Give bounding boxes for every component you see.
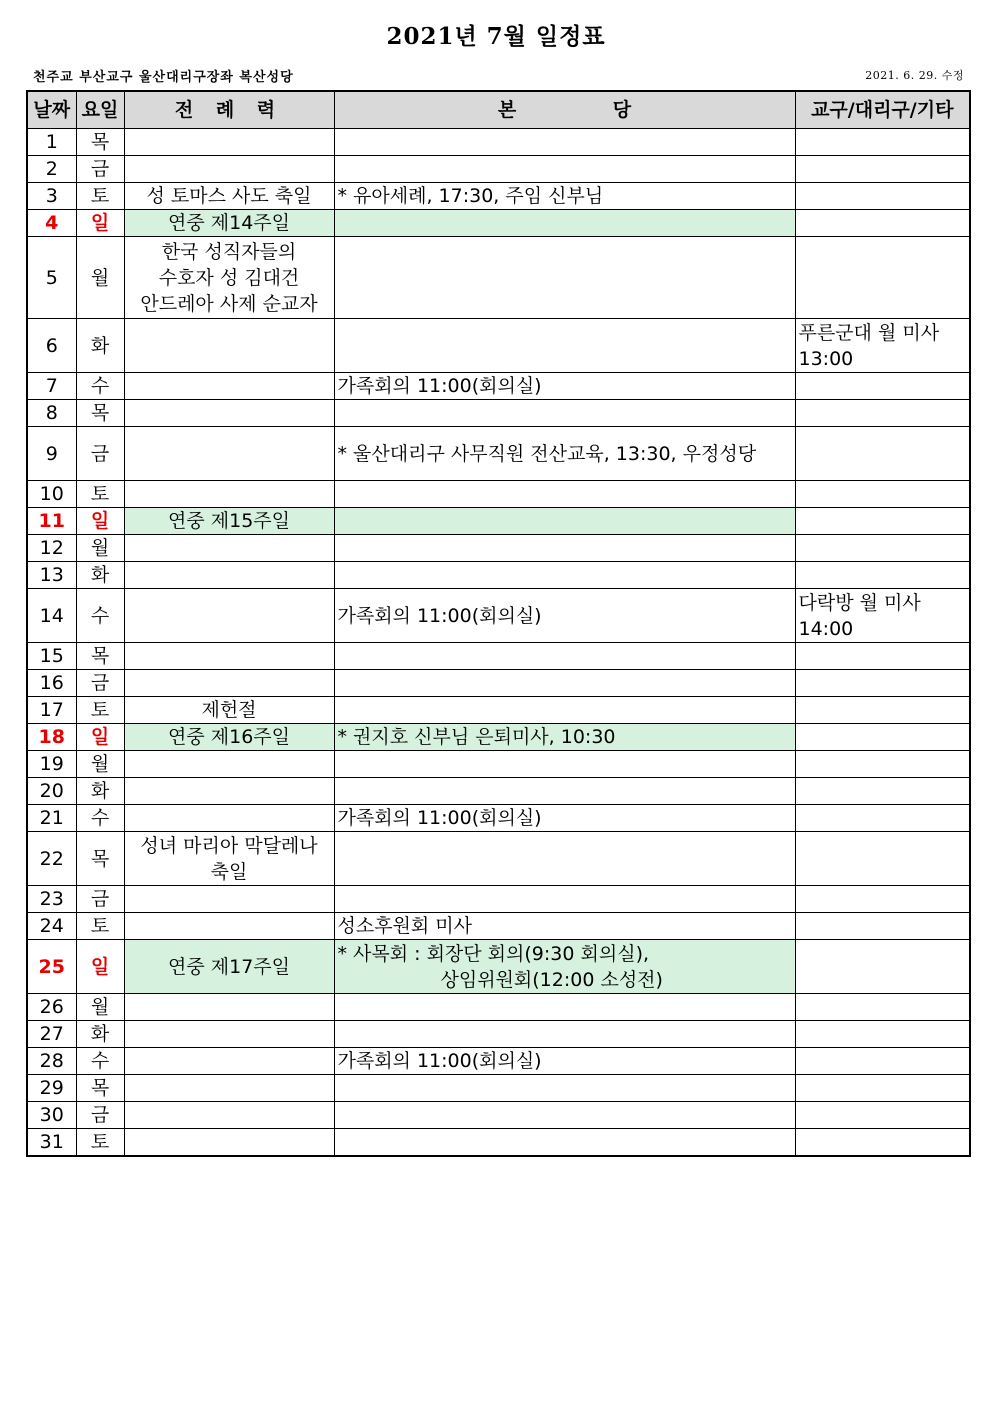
table-row [27, 400, 970, 427]
liturgy-cell-text: 연중 제17주일 [168, 955, 290, 978]
weekday-cell-text: 일 [90, 510, 110, 532]
other-cell [795, 508, 970, 535]
weekday-cell [76, 724, 124, 751]
liturgy-cell [124, 562, 334, 589]
day-cell [27, 751, 76, 778]
weekday-cell-text: 월 [90, 753, 110, 775]
day-cell-text: 21 [39, 807, 64, 829]
table-row [27, 1102, 970, 1129]
parish-name: 천주교 부산교구 울산대리구장좌 복산성당 [33, 70, 294, 85]
table-row [27, 805, 970, 832]
other-cell [795, 373, 970, 400]
day-cell [27, 1129, 76, 1157]
other-cell [795, 778, 970, 805]
weekday-cell-text: 화 [90, 334, 110, 357]
liturgy-cell [124, 751, 334, 778]
liturgy-cell [124, 400, 334, 427]
day-cell [27, 508, 76, 535]
weekday-cell [76, 643, 124, 670]
parish-cell-text: 가족회의 11:00(회의실) [337, 375, 542, 397]
other-cell [795, 805, 970, 832]
other-cell [795, 1048, 970, 1075]
other-cell [795, 400, 970, 427]
parish-cell [334, 373, 795, 400]
other-cell [795, 210, 970, 237]
parish-cell [334, 1021, 795, 1048]
weekday-cell [76, 508, 124, 535]
other-cell [795, 832, 970, 886]
table-row [27, 237, 970, 319]
table-row [27, 427, 970, 481]
parish-cell [334, 319, 795, 373]
parish-cell-text: * 울산대리구 사무직원 전산교육, 13:30, 우정성당 [337, 442, 757, 465]
day-cell [27, 562, 76, 589]
day-cell-text: 23 [39, 888, 64, 910]
weekday-cell-text: 월 [90, 266, 110, 289]
weekday-cell-text: 목 [90, 402, 110, 424]
liturgy-cell [124, 994, 334, 1021]
parish-cell-text: 가족회의 11:00(회의실) [337, 807, 542, 829]
weekday-cell [76, 886, 124, 913]
header-row [27, 91, 970, 129]
parish-cell [334, 886, 795, 913]
weekday-cell [76, 481, 124, 508]
weekday-cell-text: 토 [90, 1131, 110, 1153]
weekday-cell [76, 129, 124, 156]
day-cell-text: 4 [45, 212, 59, 234]
table-row [27, 319, 970, 373]
day-cell [27, 1075, 76, 1102]
other-cell [795, 1102, 970, 1129]
weekday-cell [76, 589, 124, 643]
day-cell-text: 27 [39, 1023, 64, 1045]
table-row [27, 589, 970, 643]
day-cell [27, 670, 76, 697]
day-cell-text: 24 [39, 915, 64, 937]
day-cell-text: 31 [39, 1131, 64, 1153]
liturgy-cell-text: 연중 제16주일 [168, 726, 290, 748]
parish-cell [334, 156, 795, 183]
liturgy-cell [124, 508, 334, 535]
weekday-cell [76, 1102, 124, 1129]
day-cell-text: 20 [39, 780, 64, 802]
other-cell [795, 643, 970, 670]
day-cell-text: 29 [39, 1077, 64, 1099]
liturgy-cell [124, 643, 334, 670]
parish-cell-text: * 유아세례, 17:30, 주임 신부님 [337, 185, 604, 207]
table-row [27, 508, 970, 535]
weekday-cell [76, 778, 124, 805]
table-row [27, 1048, 970, 1075]
day-cell-text: 22 [39, 847, 64, 870]
weekday-cell [76, 427, 124, 481]
day-cell [27, 832, 76, 886]
weekday-cell-text: 수 [90, 604, 110, 627]
day-cell-text: 16 [39, 672, 64, 694]
day-cell-text: 8 [45, 402, 58, 424]
parish-cell [334, 589, 795, 643]
parish-cell [334, 724, 795, 751]
day-cell [27, 427, 76, 481]
parish-cell-text: * 사목회 : 회장단 회의(9:30 회의실), [337, 942, 650, 965]
parish-cell [334, 751, 795, 778]
other-cell [795, 751, 970, 778]
day-cell [27, 373, 76, 400]
weekday-cell [76, 670, 124, 697]
other-cell [795, 129, 970, 156]
table-row [27, 129, 970, 156]
day-cell-text: 13 [39, 564, 64, 586]
table-row [27, 156, 970, 183]
parish-cell [334, 805, 795, 832]
day-cell [27, 643, 76, 670]
parish-cell [334, 1075, 795, 1102]
liturgy-cell [124, 886, 334, 913]
weekday-cell-text: 일 [90, 726, 110, 748]
parish-cell [334, 508, 795, 535]
weekday-cell [76, 1129, 124, 1157]
weekday-cell-text: 금 [90, 158, 110, 180]
parish-cell [334, 1048, 795, 1075]
liturgy-cell [124, 319, 334, 373]
other-cell [795, 724, 970, 751]
liturgy-cell [124, 670, 334, 697]
day-cell [27, 994, 76, 1021]
weekday-cell-text: 토 [90, 699, 110, 721]
day-cell [27, 886, 76, 913]
table-row [27, 697, 970, 724]
table-row [27, 940, 970, 994]
day-cell [27, 237, 76, 319]
weekday-cell [76, 697, 124, 724]
weekday-cell [76, 237, 124, 319]
weekday-cell [76, 805, 124, 832]
header-parish: 본 당 [334, 91, 795, 129]
weekday-cell-text: 수 [90, 807, 110, 829]
day-cell-text: 19 [39, 753, 64, 775]
day-cell [27, 319, 76, 373]
other-cell [795, 319, 970, 373]
weekday-cell-text: 화 [90, 780, 110, 802]
weekday-cell-text: 월 [90, 996, 110, 1018]
other-cell [795, 156, 970, 183]
day-cell [27, 697, 76, 724]
table-row [27, 751, 970, 778]
day-cell-text: 30 [39, 1104, 64, 1126]
day-cell-text: 14 [39, 604, 64, 627]
liturgy-cell [124, 427, 334, 481]
weekday-cell-text: 월 [90, 537, 110, 559]
schedule-body [27, 129, 970, 1157]
day-cell-text: 9 [45, 442, 58, 465]
day-cell-text: 26 [39, 996, 64, 1018]
table-row [27, 913, 970, 940]
liturgy-cell [124, 1075, 334, 1102]
day-cell [27, 535, 76, 562]
other-cell [795, 670, 970, 697]
table-row [27, 183, 970, 210]
other-cell [795, 1075, 970, 1102]
weekday-cell [76, 1075, 124, 1102]
table-row [27, 994, 970, 1021]
liturgy-cell-text: 성녀 마리아 막달레나 축일 [140, 834, 318, 883]
liturgy-cell [124, 535, 334, 562]
day-cell [27, 940, 76, 994]
table-row [27, 535, 970, 562]
other-cell [795, 1021, 970, 1048]
other-cell [795, 940, 970, 994]
parish-cell [334, 400, 795, 427]
header-day: 날짜 [27, 91, 76, 129]
weekday-cell [76, 400, 124, 427]
table-row [27, 643, 970, 670]
liturgy-cell [124, 913, 334, 940]
header-liturgy: 전 례 력 [124, 91, 334, 129]
day-cell [27, 400, 76, 427]
parish-cell-text: 성소후원회 미사 [337, 915, 473, 937]
weekday-cell-text: 목 [90, 847, 110, 870]
liturgy-cell [124, 724, 334, 751]
day-cell [27, 156, 76, 183]
other-cell [795, 535, 970, 562]
table-row [27, 724, 970, 751]
weekday-cell-text: 토 [90, 483, 110, 505]
table-row [27, 778, 970, 805]
weekday-cell-text: 금 [90, 888, 110, 910]
parish-cell [334, 778, 795, 805]
weekday-cell-text: 금 [90, 1104, 110, 1126]
parish-cell [334, 1102, 795, 1129]
parish-cell-text: 가족회의 11:00(회의실) [337, 1050, 542, 1072]
liturgy-cell [124, 373, 334, 400]
parish-cell [334, 562, 795, 589]
liturgy-cell-text: 연중 제15주일 [168, 510, 290, 532]
table-row [27, 670, 970, 697]
weekday-cell-text: 일 [90, 955, 110, 978]
weekday-cell-text: 수 [90, 375, 110, 397]
other-cell [795, 886, 970, 913]
other-cell [795, 1129, 970, 1157]
weekday-cell-text: 금 [90, 442, 110, 465]
weekday-cell [76, 210, 124, 237]
table-row [27, 1129, 970, 1157]
parish-cell [334, 237, 795, 319]
parish-cell-text-2: 상임위원회(12:00 소성전) [440, 968, 663, 991]
parish-cell [334, 129, 795, 156]
day-cell-text: 6 [45, 334, 58, 357]
day-cell-text: 17 [39, 699, 64, 721]
day-cell [27, 481, 76, 508]
day-cell-text: 1 [45, 131, 58, 153]
liturgy-cell-text: 제헌절 [201, 699, 257, 721]
day-cell [27, 913, 76, 940]
weekday-cell-text: 목 [90, 1077, 110, 1099]
day-cell-text: 3 [45, 185, 58, 207]
weekday-cell [76, 535, 124, 562]
parish-cell [334, 832, 795, 886]
weekday-cell [76, 319, 124, 373]
parish-cell [334, 940, 795, 994]
other-cell [795, 589, 970, 643]
day-cell [27, 805, 76, 832]
weekday-cell [76, 562, 124, 589]
weekday-cell-text: 토 [90, 915, 110, 937]
table-row [27, 1075, 970, 1102]
day-cell-text: 11 [38, 510, 65, 532]
weekday-cell [76, 1048, 124, 1075]
liturgy-cell [124, 1129, 334, 1157]
header-diocese-other: 교구/대리구/기타 [795, 91, 970, 129]
day-cell [27, 1102, 76, 1129]
weekday-cell-text: 일 [90, 212, 110, 234]
day-cell-text: 5 [45, 266, 58, 289]
other-cell [795, 237, 970, 319]
weekday-cell-text: 토 [90, 185, 110, 207]
weekday-cell-text: 금 [90, 672, 110, 694]
table-row [27, 373, 970, 400]
day-cell [27, 589, 76, 643]
liturgy-cell [124, 1048, 334, 1075]
liturgy-cell [124, 1021, 334, 1048]
day-cell-text: 18 [38, 726, 65, 748]
parish-cell-text: 가족회의 11:00(회의실) [337, 604, 542, 627]
table-row [27, 832, 970, 886]
liturgy-cell [124, 210, 334, 237]
liturgy-cell [124, 1102, 334, 1129]
liturgy-cell [124, 697, 334, 724]
other-cell-text: 푸른군대 월 미사 13:00 [798, 321, 940, 370]
parish-cell-text: * 권지호 신부님 은퇴미사, 10:30 [337, 726, 616, 748]
other-cell [795, 183, 970, 210]
liturgy-cell [124, 237, 334, 319]
other-cell [795, 481, 970, 508]
table-row [27, 562, 970, 589]
weekday-cell-text: 화 [90, 564, 110, 586]
liturgy-cell [124, 940, 334, 994]
weekday-cell-text: 목 [90, 131, 110, 153]
day-cell [27, 724, 76, 751]
liturgy-cell [124, 832, 334, 886]
day-cell [27, 129, 76, 156]
weekday-cell-text: 화 [90, 1023, 110, 1045]
day-cell-text: 25 [38, 955, 65, 978]
weekday-cell-text: 목 [90, 645, 110, 667]
header-weekday: 요일 [76, 91, 124, 129]
day-cell-text: 15 [39, 645, 64, 667]
table-row [27, 886, 970, 913]
other-cell-text: 다락방 월 미사 14:00 [798, 591, 921, 640]
weekday-cell [76, 156, 124, 183]
parish-cell [334, 183, 795, 210]
day-cell-text: 2 [45, 158, 58, 180]
liturgy-cell [124, 481, 334, 508]
liturgy-cell [124, 805, 334, 832]
table-row [27, 481, 970, 508]
table-row [27, 210, 970, 237]
schedule-table [26, 90, 971, 1157]
liturgy-cell [124, 589, 334, 643]
liturgy-cell [124, 183, 334, 210]
day-cell [27, 1048, 76, 1075]
day-cell-text: 10 [39, 483, 64, 505]
day-cell-text: 12 [39, 537, 64, 559]
day-cell [27, 1021, 76, 1048]
liturgy-cell [124, 156, 334, 183]
other-cell [795, 697, 970, 724]
parish-cell [334, 535, 795, 562]
table-row [27, 1021, 970, 1048]
day-cell-text: 28 [39, 1050, 64, 1072]
liturgy-cell-text: 성 토마스 사도 축일 [146, 185, 312, 207]
day-cell [27, 183, 76, 210]
other-cell [795, 427, 970, 481]
weekday-cell [76, 994, 124, 1021]
liturgy-cell-text: 한국 성직자들의 수호자 성 김대건 안드레아 사제 순교자 [140, 240, 318, 315]
weekday-cell [76, 1021, 124, 1048]
other-cell [795, 562, 970, 589]
parish-cell [334, 697, 795, 724]
parish-cell [334, 1129, 795, 1157]
weekday-cell [76, 751, 124, 778]
weekday-cell [76, 373, 124, 400]
weekday-cell [76, 832, 124, 886]
day-cell-text: 7 [45, 375, 58, 397]
liturgy-cell [124, 778, 334, 805]
parish-cell [334, 427, 795, 481]
liturgy-cell-text: 연중 제14주일 [168, 212, 290, 234]
parish-cell [334, 994, 795, 1021]
other-cell [795, 913, 970, 940]
day-cell [27, 778, 76, 805]
revision-date: 2021. 6. 29. 수정 [865, 69, 964, 82]
parish-cell [334, 481, 795, 508]
parish-cell [334, 670, 795, 697]
page-title: 2021년 7월 일정표 [386, 23, 606, 50]
parish-cell [334, 913, 795, 940]
weekday-cell-text: 수 [90, 1050, 110, 1072]
day-cell [27, 210, 76, 237]
weekday-cell [76, 940, 124, 994]
weekday-cell [76, 183, 124, 210]
parish-cell [334, 643, 795, 670]
weekday-cell [76, 913, 124, 940]
liturgy-cell [124, 129, 334, 156]
other-cell [795, 994, 970, 1021]
parish-cell [334, 210, 795, 237]
